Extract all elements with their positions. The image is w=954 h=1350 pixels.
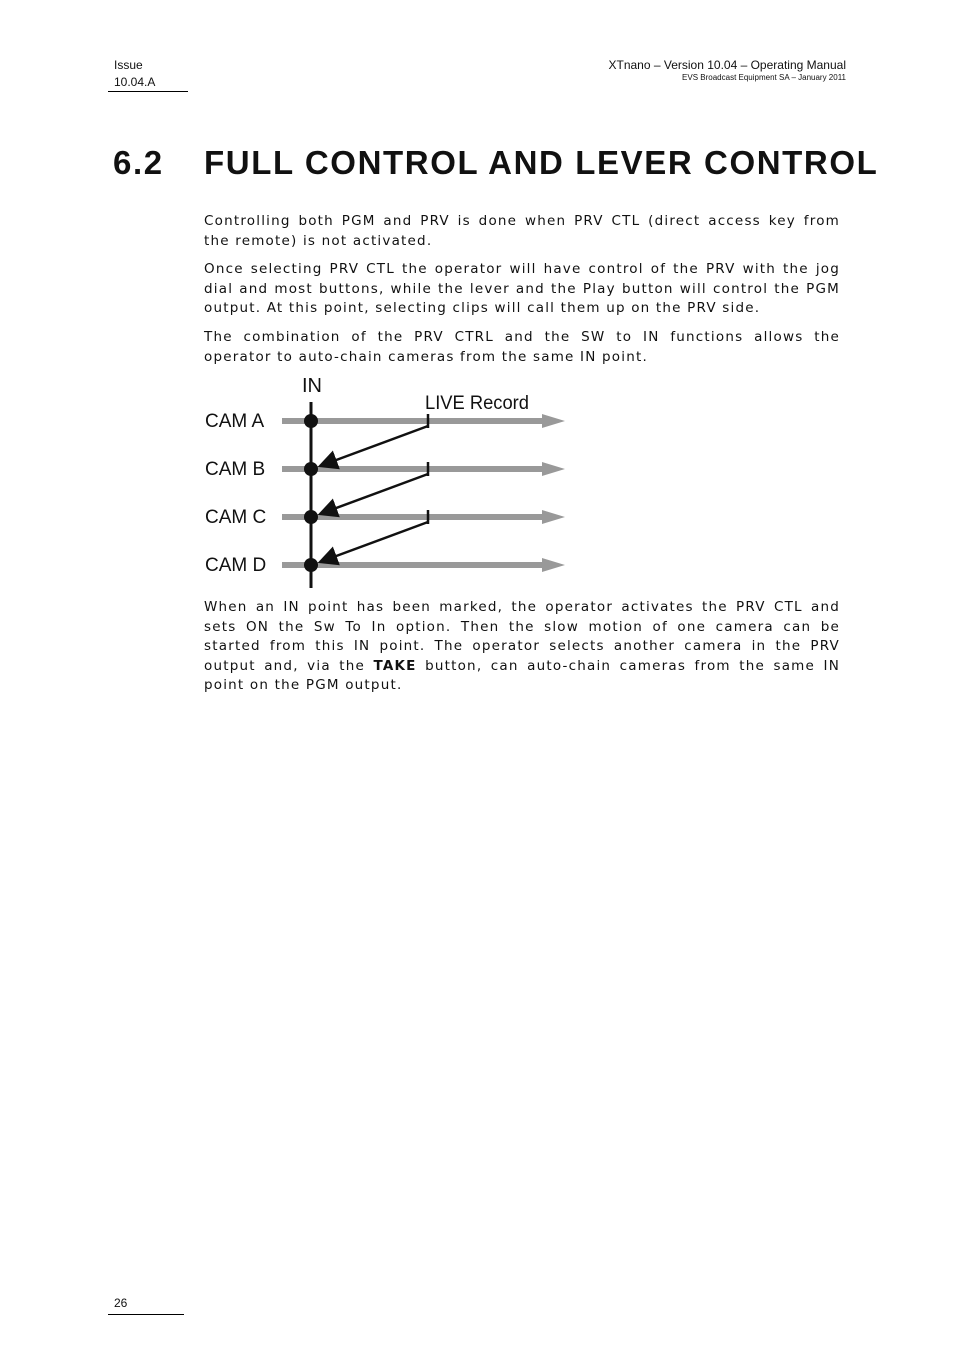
paragraph-2: Once selecting PRV CTL the operator will have control of the PRV with the jog dial and most buttons, while the lever and the Play button will control the PGM output. At this point, selecting clips will call them up on the PRV side.	[204, 261, 840, 316]
cam-d-label: CAM D	[205, 555, 267, 576]
page-number: 26	[114, 1296, 128, 1310]
issue-number: 10.04.A	[114, 75, 156, 89]
paragraph-4: When an IN point has been marked, the operator activates the PRV CTL and sets ON the Sw To In option. Then the slow motion of one camera can be started from this IN point. The operator selects another camera in the PRV output and, via the TAKE button, can auto-chain cameras from the same IN point on the PGM output.	[204, 599, 840, 693]
in-marker-cam-d	[304, 558, 318, 572]
chain-arrows	[320, 414, 428, 562]
record-tracks	[282, 414, 565, 572]
manual-title: XTnano – Version 10.04 – Operating Manual	[608, 58, 846, 72]
live-record-label: LIVE Record	[425, 393, 529, 414]
header-manual	[609, 57, 847, 83]
cam-c-label: CAM C	[205, 507, 267, 528]
header-rule	[108, 91, 188, 92]
auto-chain-diagram	[200, 372, 580, 594]
footer-rule	[108, 1314, 184, 1315]
chain-arrow-b-to-c	[320, 474, 428, 514]
in-label: IN	[302, 375, 322, 397]
cam-b-label: CAM B	[205, 459, 266, 480]
issue-label: Issue	[114, 58, 143, 72]
header-issue	[108, 57, 188, 91]
section-title: FULL CONTROL AND LEVER CONTROL	[204, 144, 879, 181]
cam-a-label: CAM A	[205, 411, 265, 432]
chain-arrow-a-to-b	[320, 426, 428, 466]
in-marker-cam-a	[304, 414, 318, 428]
paragraph-3: The combination of the PRV CTRL and the SW to IN functions allows the operator to auto-chain cameras from the same IN point.	[204, 329, 840, 365]
take-button-reference: TAKE	[373, 657, 417, 674]
paragraph-1: Controlling both PGM and PRV is done when PRV CTL (direct access key from the remote) is not activated.	[204, 213, 840, 249]
in-marker-cam-b	[304, 462, 318, 476]
in-marker-cam-c	[304, 510, 318, 524]
footer-page	[108, 1296, 184, 1310]
section-number: 6.2	[113, 144, 164, 181]
section-heading	[113, 142, 878, 184]
company-line: EVS Broadcast Equipment SA – January 2011	[682, 73, 846, 82]
camera-labels	[205, 411, 266, 576]
chain-arrow-c-to-d	[320, 522, 428, 562]
track-cam-a	[282, 414, 565, 428]
